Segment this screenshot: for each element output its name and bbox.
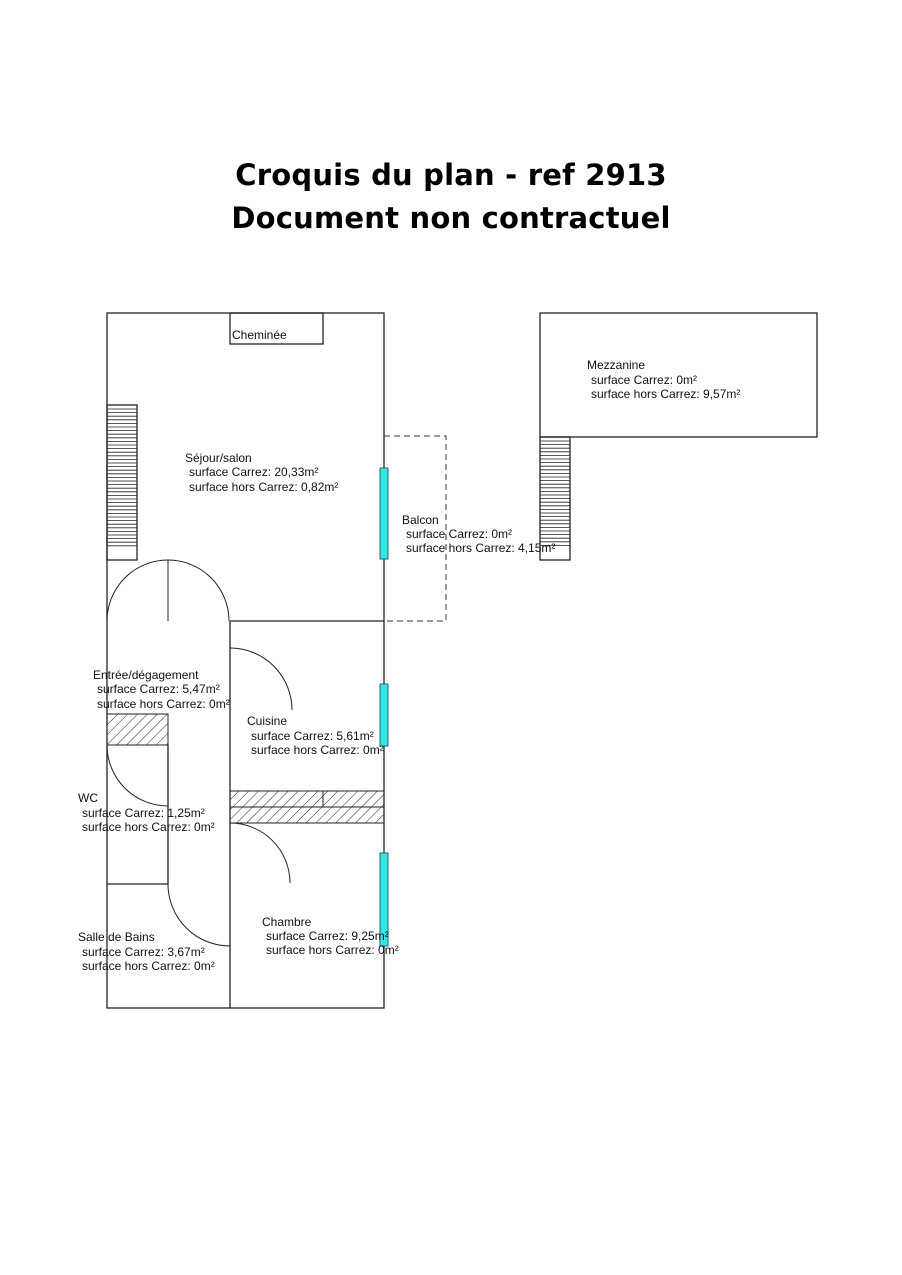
window-sejour xyxy=(380,468,388,559)
svg-text:surface hors Carrez: 0m²: surface hors Carrez: 0m² xyxy=(82,959,215,973)
svg-text:surface Carrez: 0m²: surface Carrez: 0m² xyxy=(406,527,513,541)
svg-text:surface hors Carrez: 0m²: surface hors Carrez: 0m² xyxy=(266,943,399,957)
plan-disclaimer: Document non contractuel xyxy=(231,201,671,235)
svg-text:surface hors Carrez: 0m²: surface hors Carrez: 0m² xyxy=(251,743,384,757)
room-label-entree xyxy=(93,668,230,711)
svg-text:surface Carrez: 0m²: surface Carrez: 0m² xyxy=(591,373,698,387)
svg-text:surface Carrez: 1,25m²: surface Carrez: 1,25m² xyxy=(82,806,205,820)
plan-title: Croquis du plan - ref 2913 xyxy=(235,158,667,192)
svg-text:Balcon: Balcon xyxy=(402,513,439,527)
svg-text:WC: WC xyxy=(78,791,98,805)
svg-text:surface hors Carrez: 9,57m²: surface hors Carrez: 9,57m² xyxy=(591,387,741,401)
cheminee-label: Cheminée xyxy=(232,328,287,342)
door-chambre xyxy=(230,823,290,883)
staircase-main xyxy=(107,405,137,560)
svg-text:surface Carrez: 20,33m²: surface Carrez: 20,33m² xyxy=(189,465,319,479)
room-label-balcon xyxy=(402,513,555,555)
hatched-block-entree xyxy=(107,714,168,745)
svg-text:Chambre: Chambre xyxy=(262,915,312,929)
svg-text:Séjour/salon: Séjour/salon xyxy=(185,451,252,465)
svg-text:surface hors Carrez: 0,82m²: surface hors Carrez: 0,82m² xyxy=(189,480,339,494)
room-label-chambre xyxy=(262,915,399,957)
svg-text:Cuisine: Cuisine xyxy=(247,714,288,728)
room-label-wc xyxy=(78,791,215,834)
apartment-outline xyxy=(107,313,384,1008)
room-label-salle-de-bains xyxy=(78,930,215,973)
svg-text:Entrée/dégagement: Entrée/dégagement xyxy=(93,668,199,682)
svg-text:Salle de Bains: Salle de Bains xyxy=(78,930,155,944)
svg-text:surface hors Carrez: 0m²: surface hors Carrez: 0m² xyxy=(97,697,230,711)
door-salle-de-bains xyxy=(168,884,230,946)
window-cuisine xyxy=(380,684,388,746)
svg-text:surface Carrez: 5,61m²: surface Carrez: 5,61m² xyxy=(251,729,374,743)
svg-text:surface Carrez: 5,47m²: surface Carrez: 5,47m² xyxy=(97,682,220,696)
svg-text:Mezzanine: Mezzanine xyxy=(587,358,646,372)
svg-text:surface hors Carrez: 4,15m²: surface hors Carrez: 4,15m² xyxy=(406,541,556,555)
svg-text:surface hors Carrez: 0m²: surface hors Carrez: 0m² xyxy=(82,820,215,834)
door-cuisine xyxy=(230,648,292,710)
room-label-sejour xyxy=(185,451,338,494)
svg-text:surface Carrez: 3,67m²: surface Carrez: 3,67m² xyxy=(82,945,205,959)
room-label-cuisine xyxy=(247,714,384,757)
room-label-mezzanine xyxy=(587,358,740,401)
svg-text:surface Carrez: 9,25m²: surface Carrez: 9,25m² xyxy=(266,929,389,943)
door-wc xyxy=(107,745,168,806)
